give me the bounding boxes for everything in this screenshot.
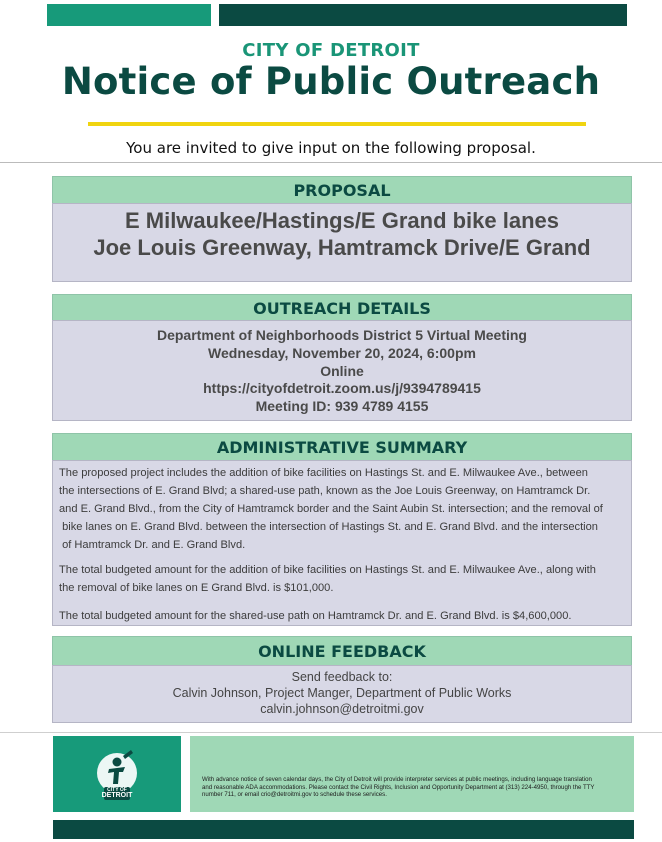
logo-panel bbox=[53, 736, 181, 812]
summary-p1-line: the intersections of E. Grand Blvd; a shared-use path, known as the Joe Louis Greenway, on Hamtramck Dr. bbox=[59, 485, 591, 497]
footer-divider bbox=[0, 732, 662, 733]
summary-paragraph-1 bbox=[59, 464, 627, 554]
logo-text-bottom: DETROIT bbox=[101, 792, 133, 799]
summary-p1-line: The proposed project includes the addition of bike facilities on Hastings St. and E. Milwaukee Ave., between bbox=[59, 467, 588, 479]
summary-heading bbox=[52, 433, 632, 461]
summary-p1-line: and E. Grand Blvd., from the City of Hamtramck border and the Saint Aubin St. intersection; and the removal of bbox=[59, 503, 603, 515]
accessibility-note-line: and reasonable ADA accommodations. Please contact the Civil Rights, Inclusion and Opportunity Department at (313) 224-4950, through the TTY bbox=[202, 783, 595, 791]
proposal-box bbox=[52, 203, 632, 282]
meeting-link[interactable]: https://cityofdetroit.zoom.us/j/9394789415 bbox=[203, 380, 481, 396]
top-bar-dark bbox=[219, 4, 627, 26]
city-of-detroit-logo bbox=[53, 736, 181, 812]
title-underline bbox=[88, 122, 586, 126]
accessibility-panel bbox=[190, 736, 634, 812]
logo-text-top: CITY OF bbox=[107, 787, 127, 793]
feedback-contact: Calvin Johnson, Project Manger, Department of Public Works bbox=[172, 686, 512, 700]
meeting-datetime: Wednesday, November 20, 2024, 6:00pm bbox=[208, 345, 476, 361]
summary-heading-text: ADMINISTRATIVE SUMMARY bbox=[216, 438, 468, 457]
page-title: Notice of Public Outreach bbox=[61, 60, 601, 103]
feedback-intro: Send feedback to: bbox=[291, 670, 393, 684]
meeting-format: Online bbox=[320, 363, 364, 379]
proposal-line-2: Joe Louis Greenway, Hamtramck Drive/E Grand bbox=[93, 235, 591, 260]
header-divider bbox=[0, 162, 662, 163]
city-label: CITY OF DETROIT bbox=[242, 40, 420, 61]
summary-p2-line: The total budgeted amount for the addition of bike facilities on Hastings St. and E. Milwaukee Ave., along with bbox=[59, 564, 596, 576]
proposal-heading bbox=[52, 176, 632, 204]
proposal-line-1: E Milwaukee/Hastings/E Grand bike lanes bbox=[124, 208, 560, 233]
outreach-box bbox=[52, 320, 632, 421]
feedback-heading-text: ONLINE FEEDBACK bbox=[258, 642, 426, 661]
summary-p1-line: bike lanes on E. Grand Blvd. between the intersection of Hastings St. and E. Grand Blvd. and the intersection bbox=[59, 521, 598, 533]
summary-box bbox=[52, 460, 632, 626]
outreach-heading bbox=[52, 294, 632, 321]
accessibility-note bbox=[202, 776, 630, 799]
feedback-box bbox=[52, 665, 632, 723]
summary-p1-line: of Hamtramck Dr. and E. Grand Blvd. bbox=[59, 539, 246, 551]
feedback-email[interactable]: calvin.johnson@detroitmi.gov bbox=[260, 702, 424, 716]
invite-text: You are invited to give input on the following proposal. bbox=[126, 139, 536, 157]
summary-p2-line: the removal of bike lanes on E Grand Blvd. is $101,000. bbox=[59, 582, 334, 594]
meeting-id: Meeting ID: 939 4789 4155 bbox=[255, 398, 429, 414]
summary-paragraph-3: The total budgeted amount for the shared-use path on Hamtramck Dr. and E. Grand Blvd. is $4,600,000. bbox=[59, 610, 572, 622]
accessibility-note-line: With advance notice of seven calendar days, the City of Detroit will provide interpreter services at public meetings, including language translation bbox=[202, 776, 592, 783]
summary-paragraph-2 bbox=[59, 561, 627, 597]
feedback-heading bbox=[52, 636, 632, 666]
outreach-heading-text: OUTREACH DETAILS bbox=[253, 299, 431, 318]
proposal-heading-text: PROPOSAL bbox=[293, 181, 391, 200]
bottom-bar bbox=[53, 820, 634, 839]
top-bar-teal bbox=[47, 4, 211, 26]
meeting-title: Department of Neighborhoods District 5 Virtual Meeting bbox=[156, 327, 527, 343]
accessibility-note-line: number 711, or email crio@detroitmi.gov to schedule these services. bbox=[202, 791, 387, 799]
